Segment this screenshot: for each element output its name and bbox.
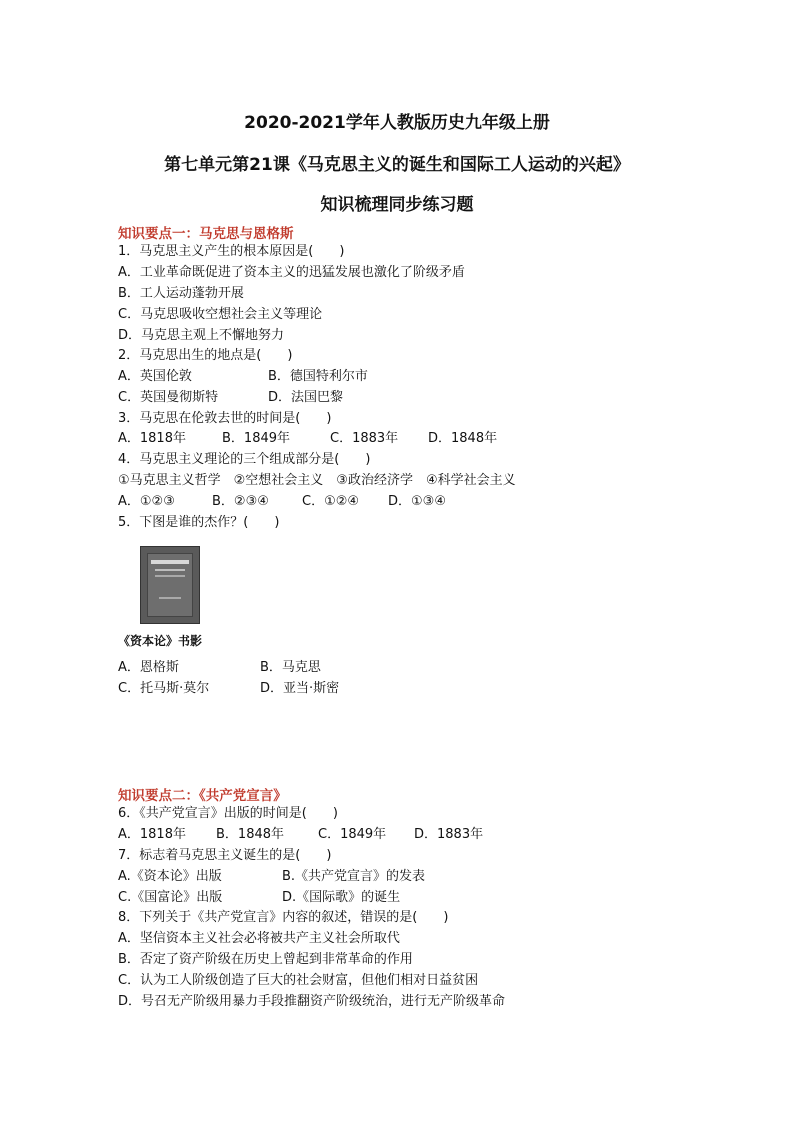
q5-option-d: D．亚当·斯密 bbox=[260, 681, 340, 696]
section2-heading: 知识要点二：《共产党宣言》 bbox=[118, 788, 287, 804]
q8-option-b: B．否定了资产阶级在历史上曾起到非常革命的作用 bbox=[118, 952, 413, 967]
q1-option-c: C．马克思吸收空想社会主义等理论 bbox=[118, 307, 323, 322]
q5-option-a: A．恩格斯 bbox=[118, 660, 179, 675]
q5-image-caption: 《资本论》书影 bbox=[118, 634, 203, 648]
q2-option-d: D．法国巴黎 bbox=[268, 390, 344, 405]
q4-items: ①马克思主义哲学 ②空想社会主义 ③政治经济学 ④科学社会主义 bbox=[118, 473, 516, 488]
doc-title-line3: 知识梳理同步练习题 bbox=[320, 195, 474, 215]
q7-option-c: C.《国富论》出版 bbox=[118, 890, 223, 905]
q4-option-b: B．②③④ bbox=[212, 494, 269, 509]
q1-option-d: D．马克思主观上不懈地努力 bbox=[118, 328, 285, 343]
q6-stem: 6．《共产党宣言》出版的时间是( ) bbox=[118, 806, 338, 821]
q4-stem: 4．马克思主义理论的三个组成部分是( ) bbox=[118, 452, 371, 467]
q1-stem: 1．马克思主义产生的根本原因是( ) bbox=[118, 244, 345, 259]
q1-option-a: A．工业革命既促进了资本主义的迅猛发展也激化了阶级矛盾 bbox=[118, 265, 465, 280]
q8-option-c: C．认为工人阶级创造了巨大的社会财富，但他们相对日益贫困 bbox=[118, 973, 479, 988]
q7-option-b: B.《共产党宣言》的发表 bbox=[282, 869, 426, 884]
q8-stem: 8．下列关于《共产党宣言》内容的叙述，错误的是( ) bbox=[118, 910, 449, 925]
q6-option-d: D．1883年 bbox=[414, 827, 484, 842]
q2-option-a: A．英国伦敦 bbox=[118, 369, 192, 384]
q5-option-b: B．马克思 bbox=[260, 660, 321, 675]
q2-option-b: B．德国特利尔市 bbox=[268, 369, 368, 384]
q8-option-d: D．号召无产阶级用暴力手段推翻资产阶级统治，进行无产阶级革命 bbox=[118, 994, 506, 1009]
q3-option-b: B．1849年 bbox=[222, 431, 291, 446]
q5-option-c: C．托马斯·莫尔 bbox=[118, 681, 210, 696]
q8-option-a: A．坚信资本主义社会必将被共产主义社会所取代 bbox=[118, 931, 400, 946]
q7-stem: 7．标志着马克思主义诞生的是( ) bbox=[118, 848, 332, 863]
q7-option-d: D.《国际歌》的诞生 bbox=[282, 890, 401, 905]
doc-title-line2: 第七单元第21课《马克思主义的诞生和国际工人运动的兴起》 bbox=[164, 155, 630, 175]
q6-option-a: A．1818年 bbox=[118, 827, 186, 842]
q3-option-d: D．1848年 bbox=[428, 431, 498, 446]
q3-option-c: C．1883年 bbox=[330, 431, 399, 446]
section1-heading: 知识要点一：马克思与恩格斯 bbox=[118, 226, 294, 242]
q2-stem: 2．马克思出生的地点是( ) bbox=[118, 348, 293, 363]
q5-stem: 5．下图是谁的杰作？( ) bbox=[118, 515, 280, 530]
capital-book-cover-image bbox=[140, 546, 200, 624]
q7-option-a: A.《资本论》出版 bbox=[118, 869, 222, 884]
q6-option-c: C．1849年 bbox=[318, 827, 387, 842]
doc-title-line1: 2020-2021学年人教版历史九年级上册 bbox=[244, 113, 550, 133]
q4-option-a: A．①②③ bbox=[118, 494, 175, 509]
q2-option-c: C．英国曼彻斯特 bbox=[118, 390, 219, 405]
q3-stem: 3．马克思在伦敦去世的时间是( ) bbox=[118, 411, 332, 426]
q3-option-a: A．1818年 bbox=[118, 431, 186, 446]
q4-option-d: D．①③④ bbox=[388, 494, 446, 509]
q6-option-b: B．1848年 bbox=[216, 827, 285, 842]
q4-option-c: C．①②④ bbox=[302, 494, 360, 509]
q1-option-b: B．工人运动蓬勃开展 bbox=[118, 286, 244, 301]
